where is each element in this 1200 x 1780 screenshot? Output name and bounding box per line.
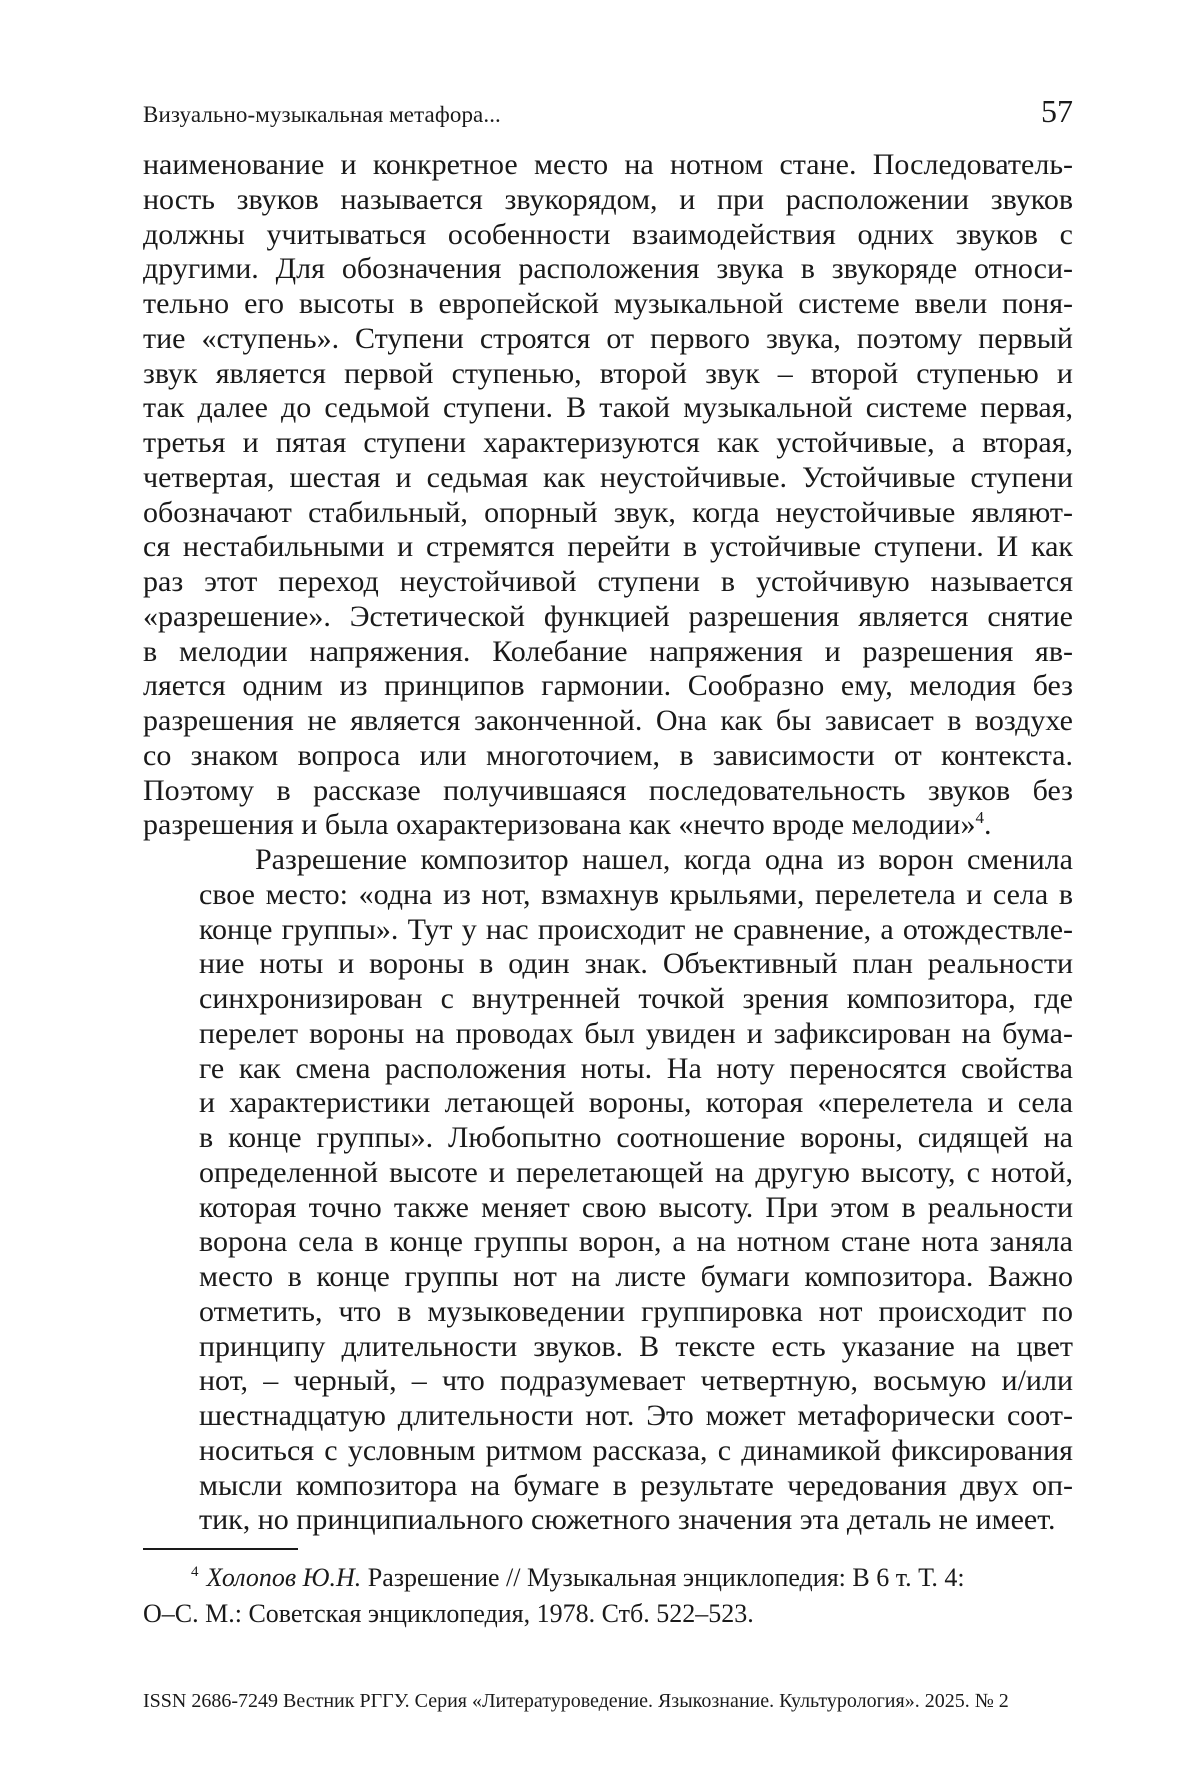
text-line: Разрешение композитор нашел, когда одна из ворон сменила — [143, 843, 1073, 878]
page-number: 57 — [1041, 93, 1073, 130]
journal-page — [0, 0, 1200, 1780]
text-line: разрешения и была охарактеризована как «нечто вроде мелодии»4. — [143, 808, 1073, 843]
footnote-author: Холопов Ю.Н. — [207, 1563, 362, 1592]
text-line: наименование и конкретное место на нотном стане. Последователь- — [143, 148, 1073, 183]
footnote-reference[interactable]: 4 — [975, 808, 984, 827]
text-line: свое место: «одна из нот, взмахнув крыльями, перелетела и села в — [143, 878, 1073, 913]
footnote-separator — [143, 1548, 298, 1550]
text-line: в мелодии напряжения. Колебание напряжения и разрешения яв- — [143, 635, 1073, 670]
text-line: тик, но принципиального сюжетного значения эта деталь не имеет. — [143, 1503, 1073, 1538]
text-line: третья и пятая ступени характеризуются как устойчивые, а вторая, — [143, 426, 1073, 461]
text-line: ность звуков называется звукорядом, и при расположении звуков — [143, 183, 1073, 218]
text-line: обозначают стабильный, опорный звук, когда неустойчивые являют- — [143, 496, 1073, 531]
footnote-text-1: Разрешение // Музыкальная энциклопедия: В 6 т. Т. 4: — [368, 1563, 965, 1592]
text-line: четвертая, шестая и седьмая как неустойчивые. Устойчивые ступени — [143, 461, 1073, 496]
text-line: должны учитываться особенности взаимодействия одних звуков с — [143, 218, 1073, 253]
running-title: Визуально-музыкальная метафора... — [143, 102, 501, 128]
paragraph-2 — [143, 843, 1073, 1538]
text-line: шестнадцатую длительности нот. Это может метафорически соот- — [143, 1399, 1073, 1434]
text-line: отметить, что в музыковедении группировка нот происходит по — [143, 1295, 1073, 1330]
paragraph-1 — [143, 148, 1073, 843]
text-line: тие «ступень». Ступени строятся от первого звука, поэтому первый — [143, 322, 1073, 357]
text-line: разрешения не является законченной. Она как бы зависает в воздухе — [143, 704, 1073, 739]
text-line: ся нестабильными и стремятся перейти в устойчивые ступени. И как — [143, 530, 1073, 565]
text-line: тельно его высоты в европейской музыкальной системе ввели поня- — [143, 287, 1073, 322]
journal-footer: ISSN 2686-7249 Вестник РГГУ. Серия «Литературоведение. Языкознание. Культурология». 2025. № 2 — [143, 1690, 1073, 1713]
text-line: Поэтому в рассказе получившаяся последовательность звуков без — [143, 774, 1073, 809]
text-line: мысли композитора на бумаге в результате чередования двух оп- — [143, 1469, 1073, 1504]
text-line: место в конце группы нот на листе бумаги композитора. Важно — [143, 1260, 1073, 1295]
text-line: нот, – черный, – что подразумевает четвертную, восьмую и/или — [143, 1364, 1073, 1399]
text-line: в конце группы». Любопытно соотношение вороны, сидящей на — [143, 1121, 1073, 1156]
text-line: перелет вороны на проводах был увиден и зафиксирован на бума- — [143, 1017, 1073, 1052]
text-line: синхронизирован с внутренней точкой зрения композитора, где — [143, 982, 1073, 1017]
footnote — [143, 1560, 1073, 1632]
text-line: принципу длительности звуков. В тексте есть указание на цвет — [143, 1330, 1073, 1365]
body-text — [143, 148, 1073, 1538]
running-head — [143, 86, 1073, 130]
text-line: ляется одним из принципов гармонии. Сообразно ему, мелодия без — [143, 669, 1073, 704]
text-line: «разрешение». Эстетической функцией разрешения является снятие — [143, 600, 1073, 635]
text-line: раз этот переход неустойчивой ступени в устойчивую называется — [143, 565, 1073, 600]
text-line: ние ноты и вороны в один знак. Объективный план реальности — [143, 947, 1073, 982]
text-line: ворона села в конце группы ворон, а на нотном стане нота заняла — [143, 1225, 1073, 1260]
footnote-line-2: О–С. М.: Советская энциклопедия, 1978. Стб. 522–523. — [143, 1596, 1073, 1632]
text-line: которая точно также меняет свою высоту. При этом в реальности — [143, 1191, 1073, 1226]
text-line: конце группы». Тут у нас происходит не сравнение, а отождествле- — [143, 913, 1073, 948]
text-line: определенной высоте и перелетающей на другую высоту, с нотой, — [143, 1156, 1073, 1191]
text-line: звук является первой ступенью, второй звук – второй ступенью и — [143, 357, 1073, 392]
text-line: носиться с условным ритмом рассказа, с динамикой фиксирования — [143, 1434, 1073, 1469]
text-line: так далее до седьмой ступени. В такой музыкальной системе первая, — [143, 391, 1073, 426]
text-line: и характеристики летающей вороны, которая «перелетела и села — [143, 1086, 1073, 1121]
text-line: другими. Для обозначения расположения звука в звукоряде относи- — [143, 252, 1073, 287]
text-line: со знаком вопроса или многоточием, в зависимости от контекста. — [143, 739, 1073, 774]
text-line: ге как смена расположения ноты. На ноту переносятся свойства — [143, 1052, 1073, 1087]
footnote-number: 4 — [191, 1564, 199, 1580]
footnote-line-1 — [143, 1560, 1073, 1596]
